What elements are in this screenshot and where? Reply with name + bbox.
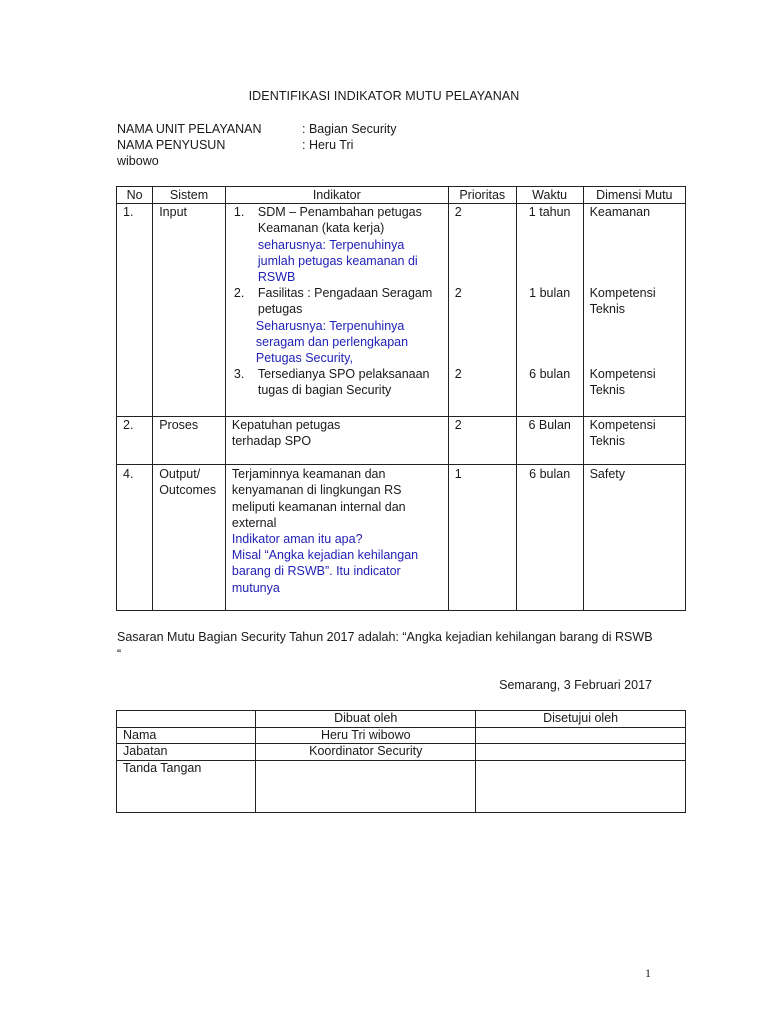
item-text — [255, 285, 442, 366]
sign-label: Nama — [117, 727, 256, 744]
unit-label: NAMA UNIT PELAYANAN — [117, 122, 262, 136]
sistem-line: Outcomes — [159, 483, 217, 498]
page-number: 1 — [645, 966, 651, 980]
row-no: 1. — [117, 204, 153, 417]
header-waktu: Waktu — [516, 187, 583, 204]
prioritas-value: 2 — [454, 286, 462, 301]
dimensi-value: Keamanan — [589, 205, 651, 220]
document-title: IDENTIFIKASI INDIKATOR MUTU PELAYANAN — [248, 89, 520, 103]
item-number: 3. — [233, 367, 245, 382]
row-sistem: Proses — [153, 417, 226, 465]
row-waktu: 6 bulan — [516, 465, 583, 611]
row-indikator — [225, 417, 448, 465]
row-sistem — [153, 465, 226, 611]
row-waktu: 6 Bulan — [516, 417, 583, 465]
row-prioritas: 1 — [448, 465, 516, 611]
indikator-text-black: Terjaminnya keamanan dan kenyamanan di lingkungan RS meliputi keamanan internal dan external — [231, 467, 406, 530]
dimensi-value: Kompetensi Teknis — [589, 367, 656, 398]
waktu-value: 1 tahun — [528, 205, 571, 220]
indikator-text-blue: Indikator aman itu apa? — [231, 532, 363, 547]
row-no: 4. — [117, 465, 153, 611]
meta-penyusun-row — [117, 137, 397, 153]
row-indikator — [225, 465, 448, 611]
item-text — [258, 204, 442, 285]
item-text-black: SDM – Penambahan petugas Keamanan (kata kerja) — [257, 205, 422, 236]
table-header-row — [117, 711, 686, 728]
prioritas-value: 2 — [454, 367, 462, 382]
header-prioritas: Prioritas — [448, 187, 516, 204]
header-dimensi: Dimensi Mutu — [583, 187, 685, 204]
indicator-item — [234, 366, 442, 398]
item-text-black: Fasilitas : Pengadaan Seragam petugas — [257, 286, 433, 317]
header-sistem: Sistem — [153, 187, 226, 204]
header-indikator: Indikator — [225, 187, 448, 204]
row-dimensi — [583, 204, 685, 417]
indikator-text-blue: Misal “Angka kejadian kehilangan barang di RSWB”. Itu indicator mutunya — [231, 548, 419, 595]
item-text: Tersedianya SPO pelaksanaan tugas di bagian Security — [257, 367, 430, 398]
table-row — [117, 727, 686, 744]
row-prioritas — [448, 204, 516, 417]
sasaran-mutu: Sasaran Mutu Bagian Security Tahun 2017 adalah: “Angka kejadian kehilangan barang di RSWB “ — [117, 630, 653, 661]
item-text-blue: Seharusnya: Terpenuhinya seragam dan perlengkapan Petugas Security, — [255, 318, 409, 366]
sign-disetujui — [476, 744, 686, 761]
indicator-item — [234, 204, 442, 285]
unit-value: : Bagian Security — [302, 122, 397, 136]
indikator-text: Kepatuhan petugas terhadap SPO — [231, 418, 341, 449]
penyusun-wrap: wibowo — [117, 154, 159, 168]
waktu-value: 6 bulan — [529, 367, 571, 382]
prioritas-value: 2 — [454, 205, 462, 220]
table-row — [117, 204, 686, 417]
row-dimensi: Safety — [583, 465, 685, 611]
row-sistem: Input — [153, 204, 226, 417]
row-indikator — [225, 204, 448, 417]
row-waktu — [516, 204, 583, 417]
row-prioritas: 2 — [448, 417, 516, 465]
meta-block — [117, 121, 397, 169]
sistem-line: Output/ — [159, 467, 201, 482]
row-dimensi: Kompetensi Teknis — [583, 417, 685, 465]
penyusun-value: : Heru Tri — [302, 138, 354, 152]
row-no: 2. — [117, 417, 153, 465]
sign-dibuat: Koordinator Security — [256, 744, 476, 761]
penyusun-label: NAMA PENYUSUN — [117, 138, 226, 152]
sign-label: Jabatan — [117, 744, 256, 761]
table-row — [117, 760, 686, 812]
table-header-row — [117, 187, 686, 204]
item-number: 2. — [233, 286, 245, 301]
indicator-item — [234, 285, 442, 366]
indicator-table — [116, 186, 686, 611]
table-row — [117, 744, 686, 761]
waktu-value: 1 bulan — [529, 286, 571, 301]
table-row — [117, 417, 686, 465]
sign-disetujui — [476, 727, 686, 744]
item-number: 1. — [233, 205, 245, 220]
sign-header-dibuat: Dibuat oleh — [256, 711, 476, 728]
header-no: No — [117, 187, 153, 204]
sign-header-empty — [117, 711, 256, 728]
document-date: Semarang, 3 Februari 2017 — [499, 678, 652, 692]
table-row — [117, 465, 686, 611]
sign-header-disetujui: Disetujui oleh — [476, 711, 686, 728]
sign-dibuat — [256, 760, 476, 812]
signature-table — [116, 710, 686, 813]
dimensi-value: Kompetensi Teknis — [589, 286, 656, 317]
item-text-blue: seharusnya: Terpenuhinya jumlah petugas keamanan di RSWB — [257, 237, 418, 285]
sign-disetujui — [476, 760, 686, 812]
meta-unit-row — [117, 121, 397, 137]
sign-dibuat: Heru Tri wibowo — [256, 727, 476, 744]
sign-label: Tanda Tangan — [117, 760, 256, 812]
